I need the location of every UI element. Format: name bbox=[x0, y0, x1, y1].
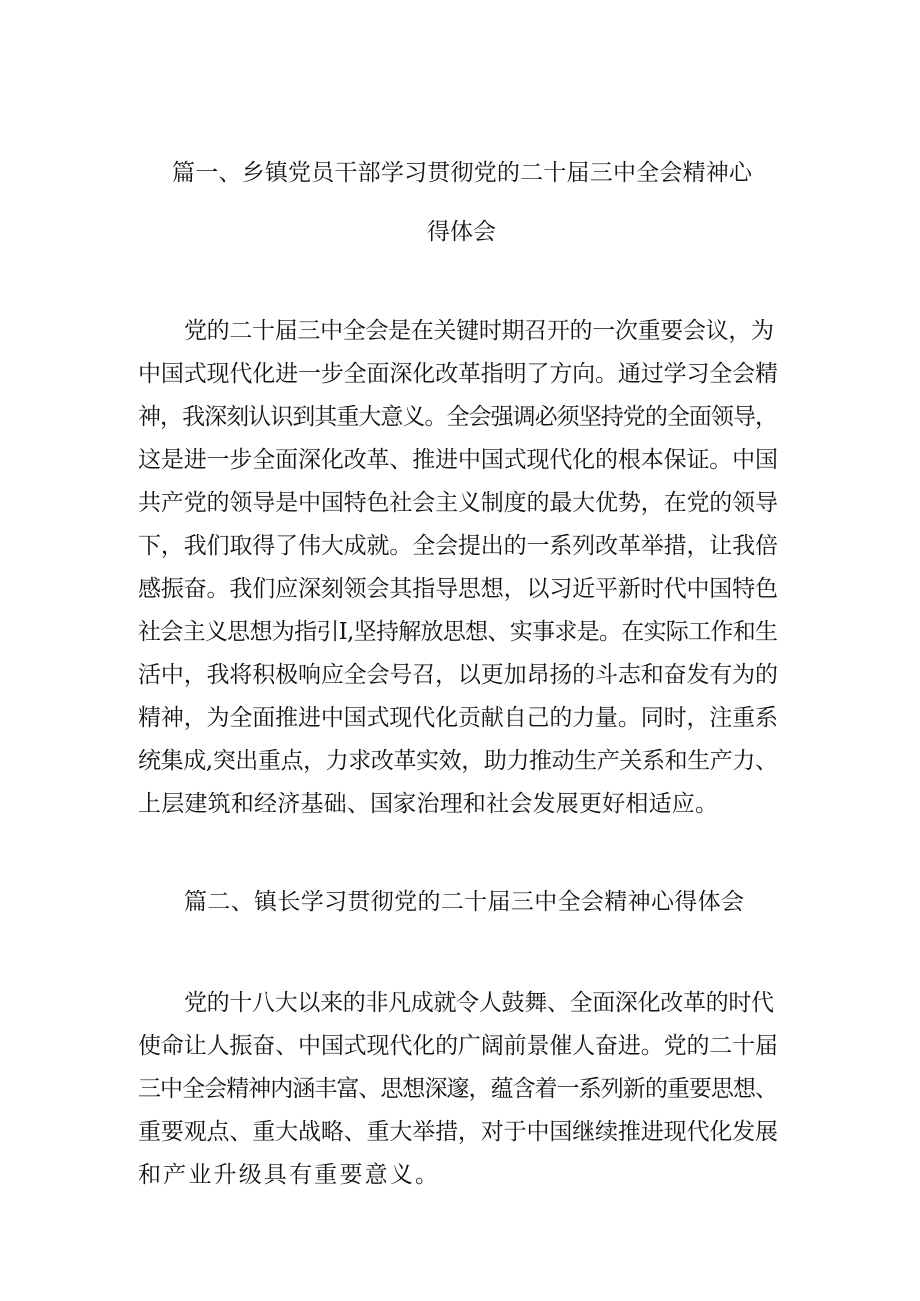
section1-line: 活中，我将积极响应全会号召，以更加昂扬的斗志和奋发有为的 bbox=[138, 662, 778, 688]
section1-line: 上层建筑和经济基础、国家治理和社会发展更好相适应。 bbox=[138, 791, 719, 817]
section1-line: 社会主义思想为指引I,坚持解放思想、实事求是。在实际工作和生 bbox=[138, 619, 778, 645]
section2-line: 和产业升级具有重要意义。 bbox=[138, 1162, 441, 1188]
section2-line: 党的十八大以来的非凡成就令人鼓舞、全面深化改革的时代 bbox=[184, 990, 774, 1016]
section1-title-line1: 篇一、乡镇党员干部学习贯彻党的二十届三中全会精神心 bbox=[172, 160, 753, 186]
section2-line: 三中全会精神内涵丰富、思想深邃，蕴含着一系列新的重要思想、 bbox=[138, 1076, 778, 1102]
section1-title-line2: 得体会 bbox=[427, 219, 496, 245]
section2-line: 使命让人振奋、中国式现代化的广阔前景催人奋进。党的二十届 bbox=[138, 1033, 778, 1059]
section1-line: 中国式现代化进一步全面深化改革指明了方向。通过学习全会精 bbox=[138, 361, 778, 387]
section1-line: 统集成,突出重点，力求改革实效，助力推动生产关系和生产力、 bbox=[138, 748, 778, 774]
section2-line: 重要观点、重大战略、重大举措，对于中国继续推进现代化发展 bbox=[138, 1119, 778, 1145]
section1-line: 下，我们取得了伟大成就。全会提出的一系列改革举措，让我倍 bbox=[138, 533, 778, 559]
section2-title: 篇二、镇长学习贯彻党的二十届三中全会精神心得体会 bbox=[184, 889, 745, 915]
section1-line: 神，我深刻认识到其重大意义。全会强调必须坚持党的全面领导， bbox=[138, 404, 778, 430]
section1-line: 共产党的领导是中国特色社会主义制度的最大优势，在党的领导 bbox=[138, 490, 778, 516]
section1-line: 党的二十届三中全会是在关键时期召开的一次重要会议，为 bbox=[184, 318, 774, 344]
section1-line: 感振奋。我们应深刻领会其指导思想，以习近平新时代中国特色 bbox=[138, 576, 778, 602]
section1-line: 这是进一步全面深化改革、推进中国式现代化的根本保证。中国 bbox=[138, 447, 778, 473]
section1-line: 精神，为全面推进中国式现代化贡献自己的力量。同时，注重系 bbox=[138, 705, 778, 731]
